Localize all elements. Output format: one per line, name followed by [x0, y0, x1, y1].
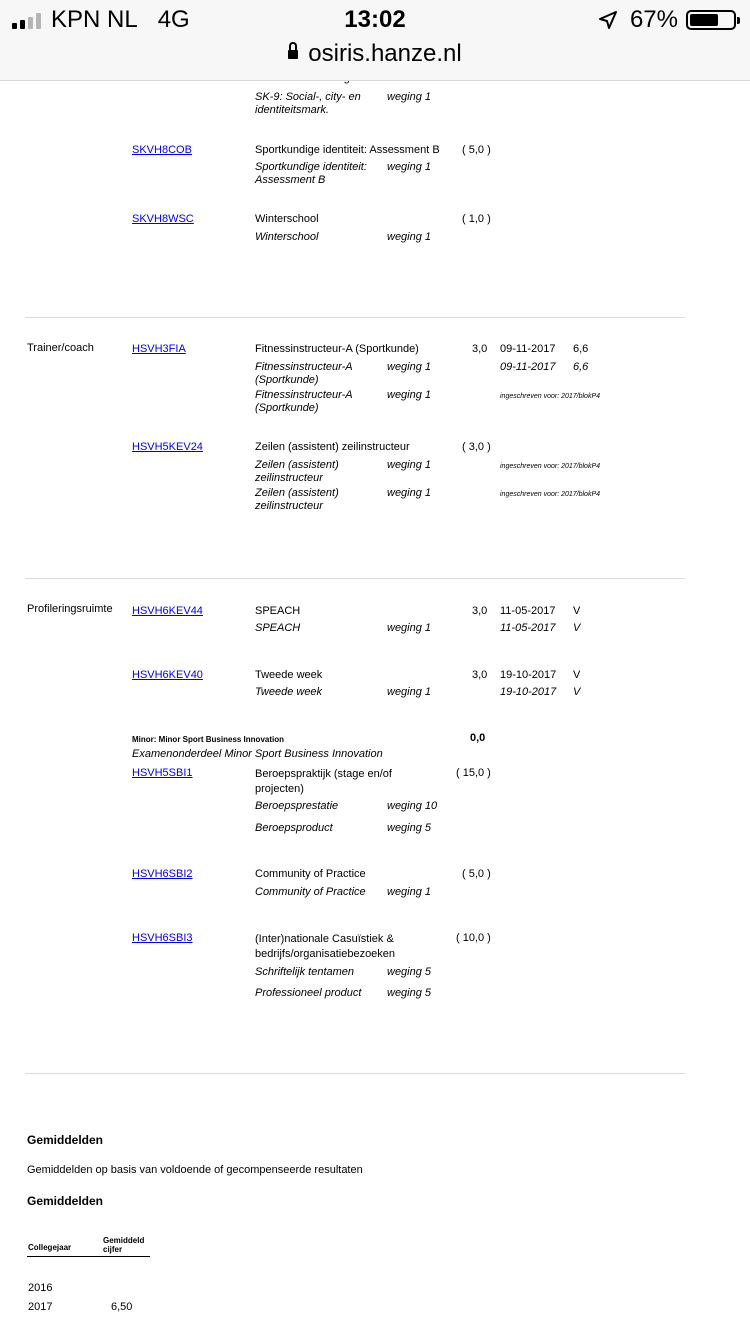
sub-weight: weging 1 — [387, 686, 432, 698]
course-name: Tweede week — [255, 669, 323, 681]
carrier-label: KPN NL — [51, 6, 138, 33]
url-text: osiris.hanze.nl — [308, 40, 462, 67]
section-divider — [25, 1073, 685, 1074]
sub-weight: weging 1 — [387, 161, 432, 173]
sub-date: 11-05-2017 — [500, 622, 556, 634]
course-name: SPEACH — [255, 605, 301, 617]
course-link-hsvh5sbi1[interactable]: HSVH5SBI1 — [132, 767, 193, 779]
averages-description: Gemiddelden op basis van voldoende of gecompenseerde resultaten — [27, 1164, 363, 1176]
course-ec: ( 1,0 ) — [462, 213, 491, 225]
sub-date: 19-10-2017 — [500, 686, 557, 698]
battery-percent: 67% — [629, 6, 678, 33]
enrolment-note: ingeschreven voor: 2017/blokP4 — [500, 491, 601, 498]
course-ec: ( 10,0 ) — [456, 932, 491, 944]
course-link-hsvh6sbi2[interactable]: HSVH6SBI2 — [132, 868, 193, 880]
sub-name: Zeilen (assistent) zeilinstructeur — [255, 459, 339, 484]
course-link-hsvh5kev24[interactable]: HSVH5KEV24 — [132, 441, 203, 453]
averages-heading: Gemiddelden — [27, 1133, 104, 1147]
sub-name: Community of Practice — [255, 886, 366, 898]
course-date: 11-05-2017 — [500, 605, 556, 617]
sub-name: Beroepsproduct — [255, 822, 333, 834]
course-link-hsvh6sbi3[interactable]: HSVH6SBI3 — [132, 932, 193, 944]
sub-name: Schriftelijk tentamen — [255, 966, 355, 978]
sub-grade: 6,6 — [573, 361, 589, 373]
table-header-rule — [27, 1256, 150, 1257]
sub-weight: weging 1 — [387, 231, 432, 243]
table-cell-year: 2016 — [28, 1282, 53, 1294]
course-ec: 3,0 — [472, 669, 488, 681]
course-ec: ( 5,0 ) — [462, 144, 491, 156]
sub-name: Sportkundige identiteit: Assessment B — [255, 161, 367, 186]
sub-name: Fitnessinstructeur-A (Sportkunde) — [255, 389, 353, 414]
sub-grade: V — [573, 686, 581, 698]
course-ec: ( 15,0 ) — [456, 767, 491, 779]
sub-name: Beroepsprestatie — [255, 800, 339, 812]
course-grade: 6,6 — [573, 343, 589, 355]
sub-name: SPEACH — [255, 622, 301, 634]
col-header-year: Collegejaar — [28, 1243, 72, 1252]
course-link-hsvh3fia[interactable]: HSVH3FIA — [132, 343, 186, 355]
sub-weight: weging 10 — [387, 800, 438, 812]
minor-title: Minor: Minor Sport Business Innovation — [132, 735, 284, 744]
sub-weight: weging 1 — [387, 487, 432, 499]
category-label: Profileringsruimte — [27, 603, 113, 615]
course-name: Sportkundige identiteit: Assessment B — [255, 144, 440, 156]
sub-name: Winterschool — [255, 231, 319, 243]
category-label: Trainer/coach — [27, 342, 94, 354]
course-ec: 3,0 — [472, 343, 488, 355]
sub-weight: weging 1 — [387, 622, 432, 634]
sub-name: Tweede week — [255, 686, 323, 698]
cutoff-sub-weight: weging 1 — [387, 91, 432, 103]
course-grade: V — [573, 669, 581, 681]
sub-name: Professioneel product — [255, 987, 362, 999]
course-link-hsvh6kev40[interactable]: HSVH6KEV40 — [132, 669, 203, 681]
sub-name: Fitnessinstructeur-A (Sportkunde) — [255, 361, 353, 386]
sub-name: Zeilen (assistent) zeilinstructeur — [255, 487, 339, 512]
sub-date: 09-11-2017 — [500, 361, 556, 373]
cutoff-sub-name: SK-9: Social-, city- en identiteitsmark. — [255, 91, 361, 116]
sub-weight: weging 5 — [387, 966, 432, 978]
course-ec: 3,0 — [472, 605, 488, 617]
network-label: 4G — [157, 6, 190, 33]
section-divider — [25, 578, 685, 579]
table-cell-average: 6,50 — [111, 1301, 133, 1313]
sub-grade: V — [573, 622, 581, 634]
course-grade: V — [573, 605, 581, 617]
battery-icon — [686, 10, 736, 30]
minor-total: 0,0 — [470, 732, 486, 744]
course-link-hsvh6kev44[interactable]: HSVH6KEV44 — [132, 605, 203, 617]
course-name: (Inter)nationale Casuïstiek & bedrijfs/organisatiebezoeken — [255, 933, 396, 960]
course-name: Beroepspraktijk (stage en/of projecten) — [255, 768, 392, 795]
lock-icon — [288, 50, 298, 59]
course-link-skvh8cob[interactable]: SKVH8COB — [132, 144, 192, 156]
location-arrow-icon — [598, 10, 618, 30]
course-ec: ( 5,0 ) — [462, 868, 491, 880]
address-bar[interactable] — [0, 40, 750, 68]
course-name: Community of Practice — [255, 868, 366, 880]
enrolment-note: ingeschreven voor: 2017/blokP4 — [500, 393, 601, 400]
sub-weight: weging 5 — [387, 987, 432, 999]
course-date: 19-10-2017 — [500, 669, 557, 681]
sub-weight: weging 1 — [387, 886, 432, 898]
course-ec: ( 3,0 ) — [462, 441, 491, 453]
sub-weight: weging 1 — [387, 361, 432, 373]
section-divider — [25, 317, 685, 318]
status-bar — [0, 0, 750, 81]
clock: 13:02 — [344, 6, 406, 33]
course-name: Fitnessinstructeur-A (Sportkunde) — [255, 343, 419, 355]
col-header-average: Gemiddeld cijfer — [103, 1236, 145, 1254]
minor-subtitle: Examenonderdeel Minor Sport Business Innovation — [132, 748, 383, 760]
averages-table-heading: Gemiddelden — [27, 1194, 104, 1208]
course-name: Winterschool — [255, 213, 319, 225]
course-date: 09-11-2017 — [500, 343, 556, 355]
sub-weight: weging 1 — [387, 459, 432, 471]
table-cell-year: 2017 — [28, 1301, 53, 1313]
course-name: Zeilen (assistent) zeilinstructeur — [255, 441, 410, 453]
sub-weight: weging 5 — [387, 822, 432, 834]
enrolment-note: ingeschreven voor: 2017/blokP4 — [500, 463, 601, 470]
sub-weight: weging 1 — [387, 389, 432, 401]
course-link-skvh8wsc[interactable]: SKVH8WSC — [132, 213, 194, 225]
